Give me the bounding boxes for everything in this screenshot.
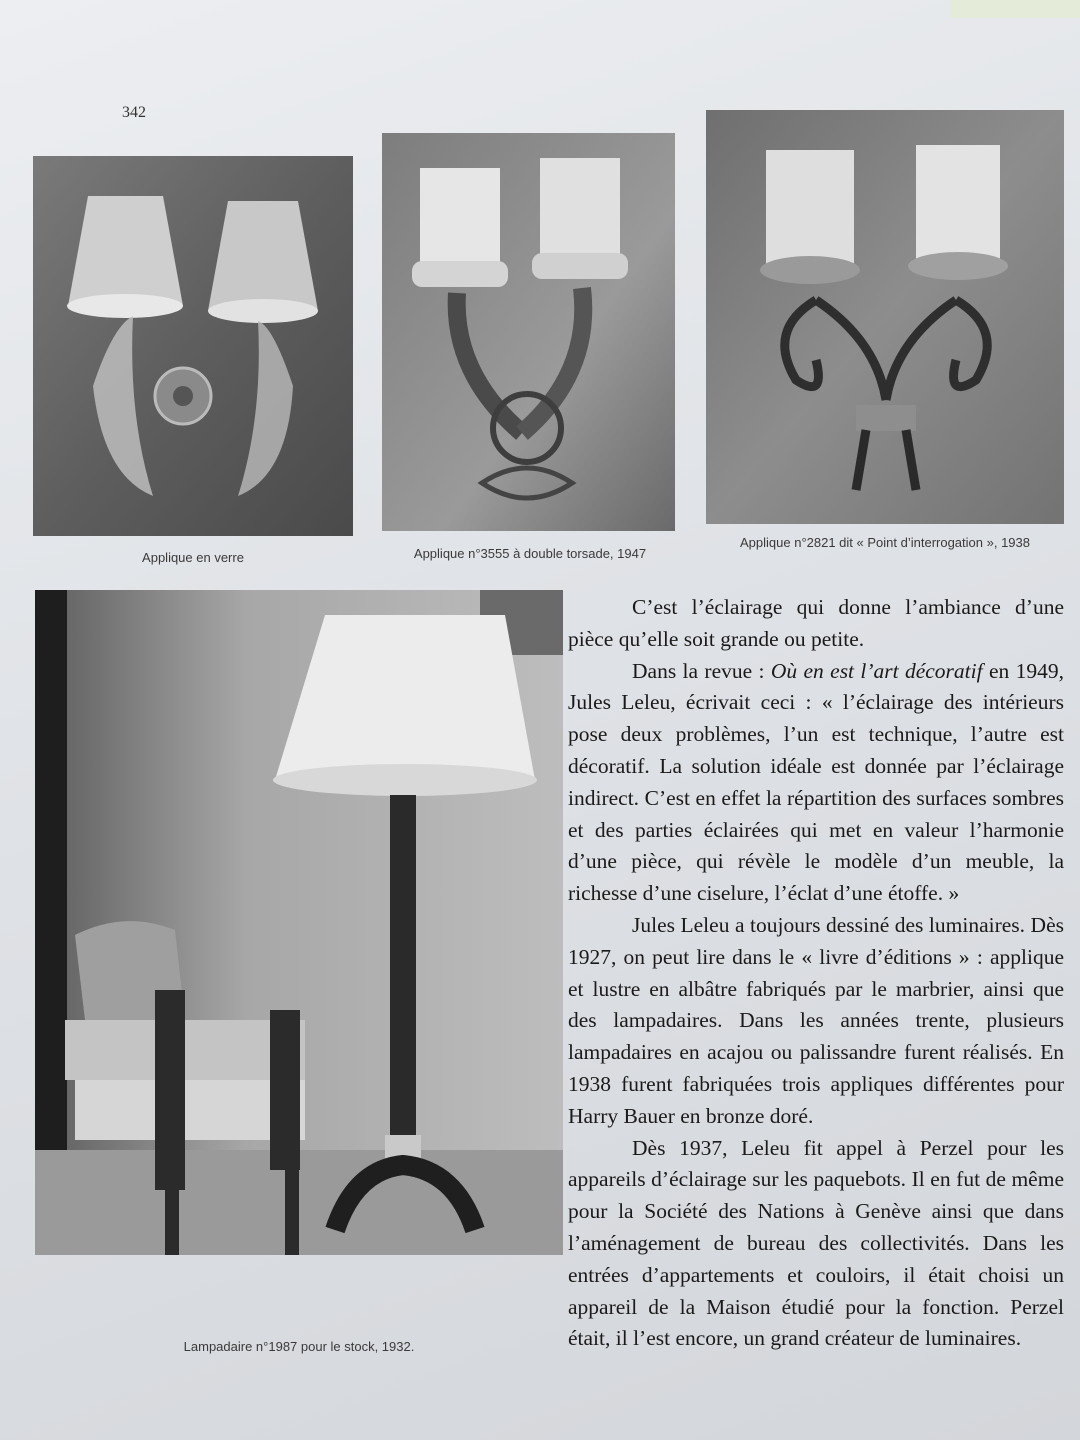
paragraph-1: C’est l’éclairage qui donne l’ambiance d’une pièce qu’elle soit grande ou petite. [568, 595, 1064, 651]
paragraph-4: Dès 1937, Leleu fit appel à Perzel pour les appareils d’éclairage sur les paquebots. Il en fut de même pour la Société des Nations à Genève ainsi que dans l’aménagement de bureau des collectivités. Dans les entrées d’appartements et couloirs, il était choisi un appareil de la Maison étudié pour la fonction. Perzel était, il l’est encore, un grand créateur de luminaires. [568, 1135, 1064, 1351]
revue-title: Où en est l’art décoratif [770, 658, 983, 683]
page-corner [950, 0, 1080, 18]
article-text [568, 592, 1064, 1355]
photo-double-twist-sconce [382, 133, 675, 531]
paragraph-3: Jules Leleu a toujours dessiné des luminaires. Dès 1927, on peut lire dans le « livre d’éditions » : applique et lustre en albâtre fabriqués par le marbrier, ainsi que des lampadaires. Dans les années trente, plusieurs lampadaires en acajou ou palissandre furent réalisés. En 1938 furent fabriquées trois appliques différentes pour Harry Bauer en bronze doré. [568, 912, 1064, 1128]
caption-glass-sconce: Applique en verre [142, 550, 244, 565]
photo-floor-lamp [35, 590, 563, 1255]
caption-question-mark-sconce: Applique n°2821 dit « Point d’interrogation », 1938 [740, 535, 1030, 550]
paragraph-2-rest: en 1949, Jules Leleu, écrivait ceci : « l’éclairage des intérieurs pose deux problèmes, l’un est technique, l’autre est décoratif. La solution idéale est donnée par l’éclairage indirect. C’est en effet la répartition des surfaces sombres et des parties éclairées qui met en valeur l’harmonie d’une pièce, qui révèle le modèle d’un meuble, la richesse d’une ciselure, l’éclat d’une étoffe. » [568, 658, 1064, 906]
photo-glass-sconce [33, 156, 353, 536]
caption-floor-lamp: Lampadaire n°1987 pour le stock, 1932. [183, 1339, 415, 1354]
caption-double-twist-sconce: Applique n°3555 à double torsade, 1947 [413, 546, 647, 561]
paragraph-2 [568, 656, 1064, 910]
paragraph-2-intro: Dans la revue : [632, 658, 771, 683]
photo-question-mark-sconce [706, 110, 1064, 524]
page-number: 342 [122, 104, 146, 121]
